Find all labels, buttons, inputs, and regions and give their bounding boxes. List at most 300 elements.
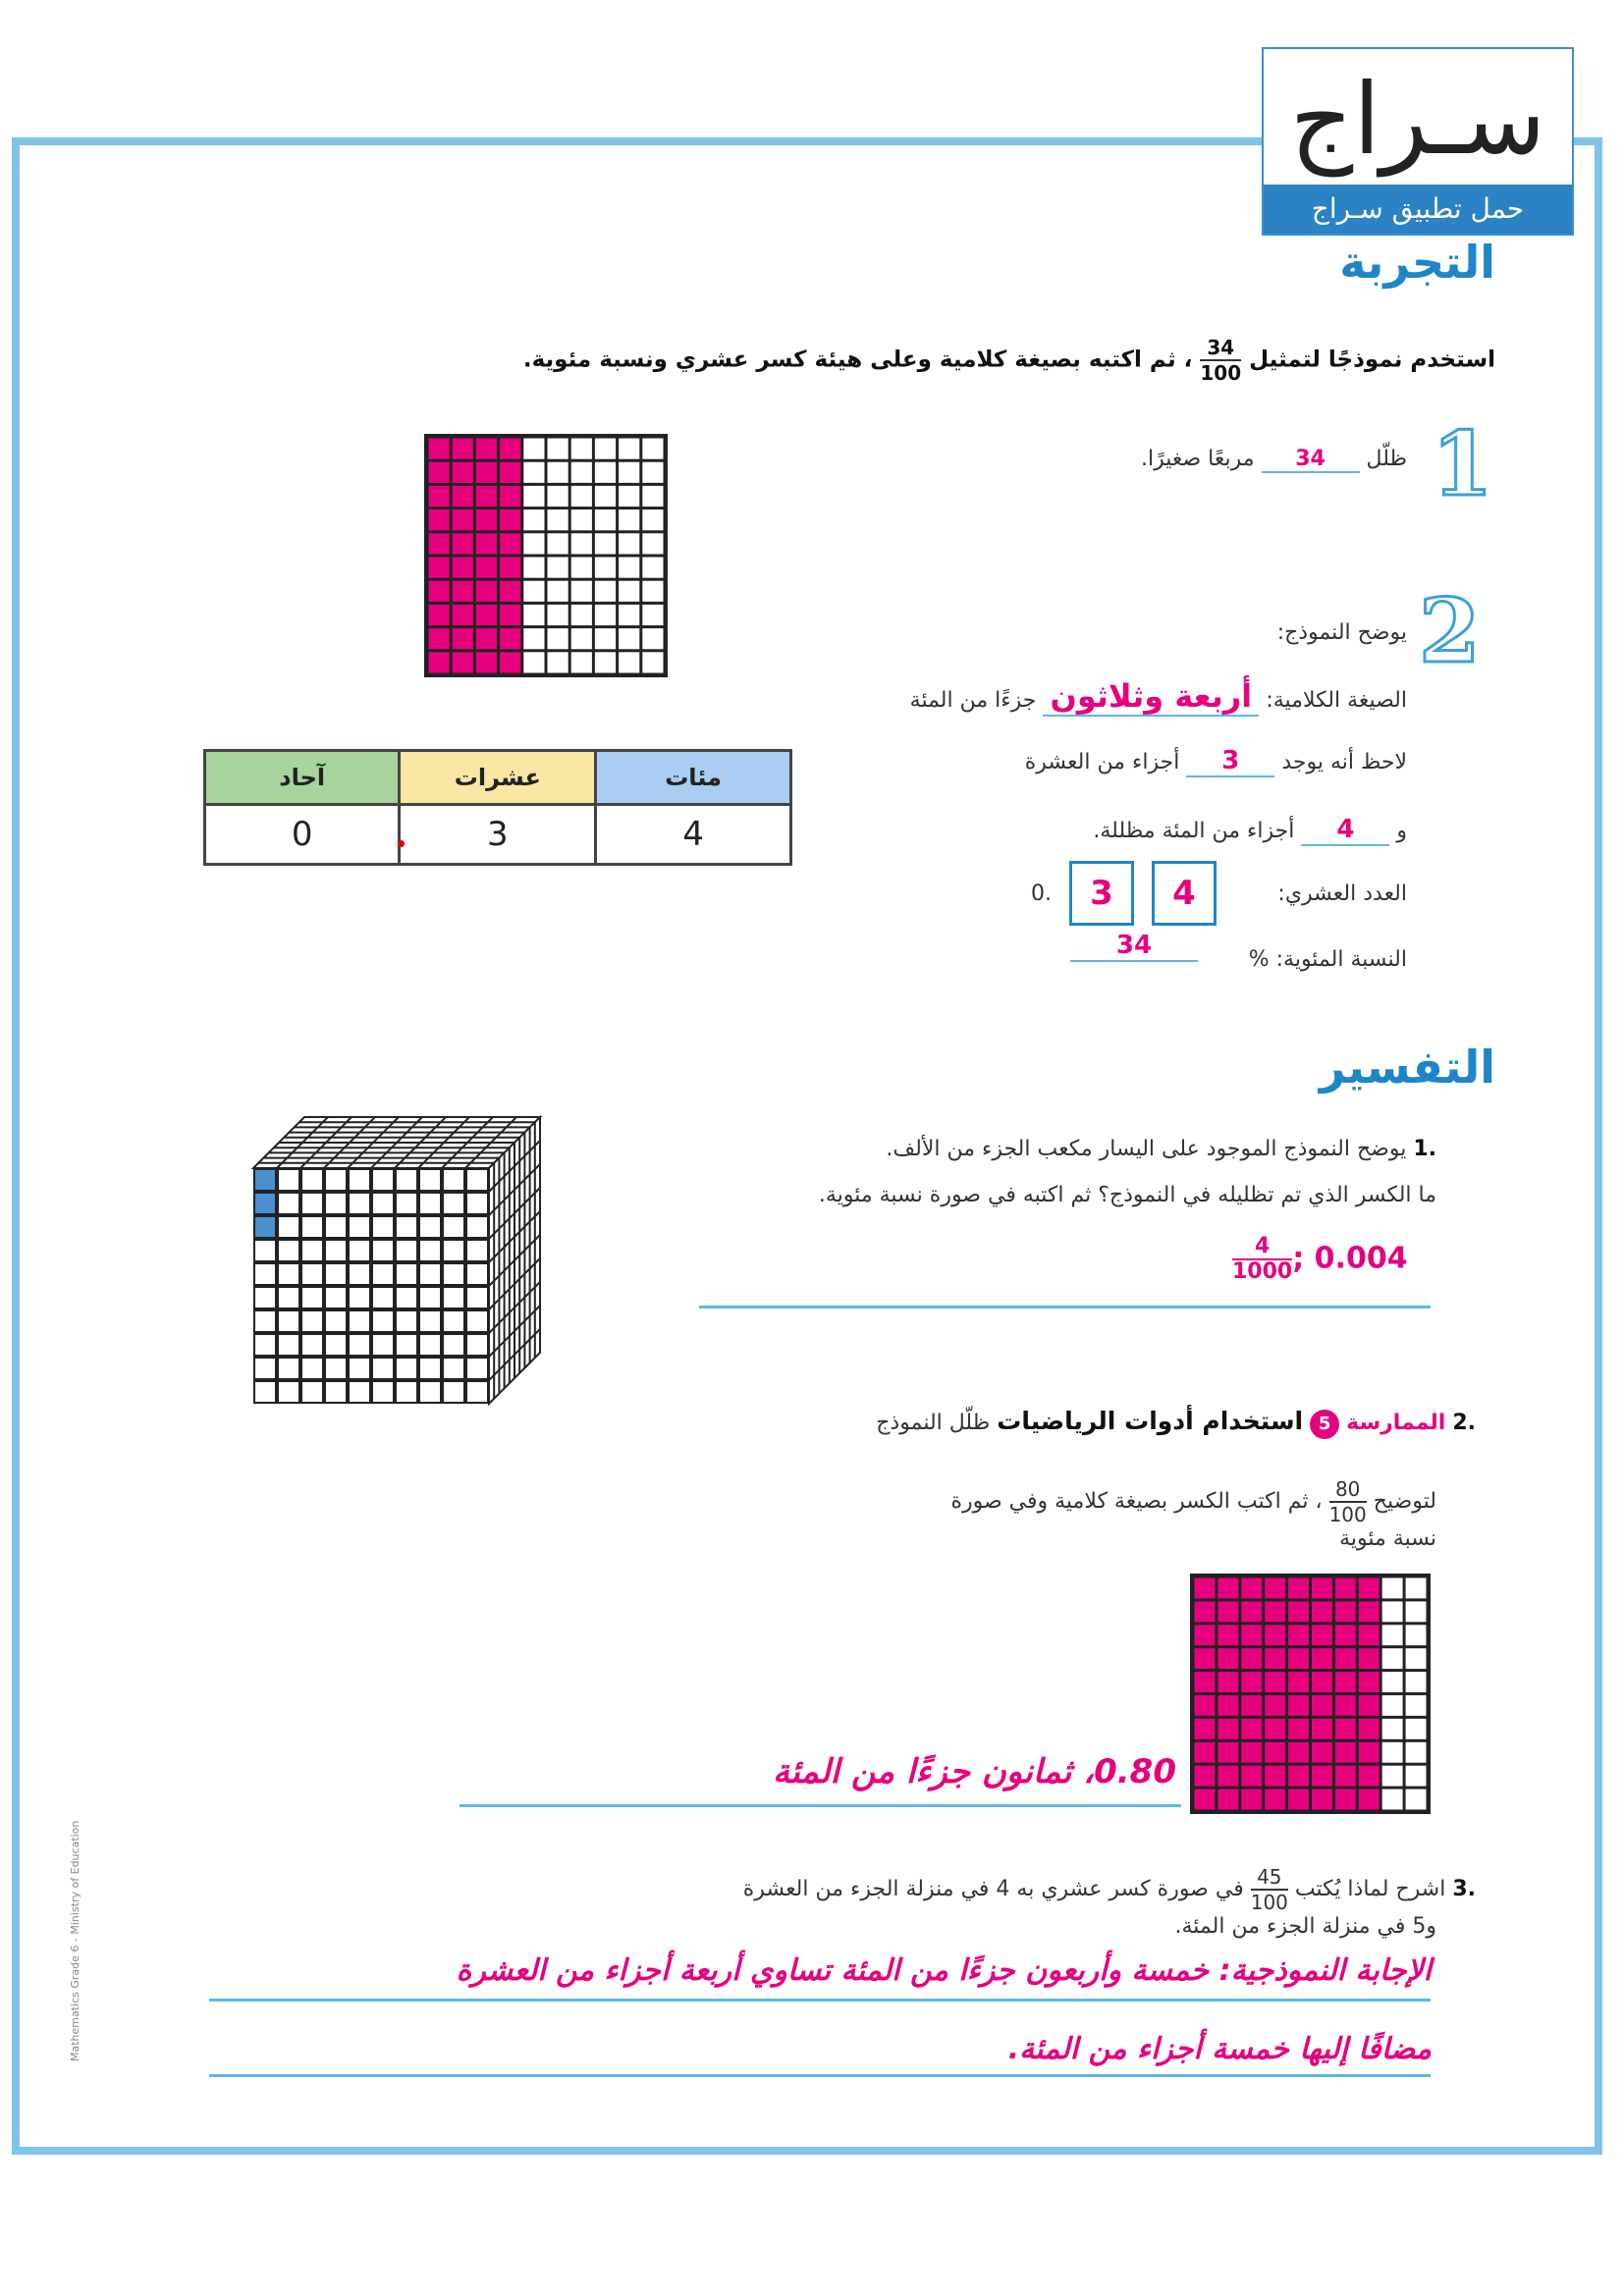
grid-cell-shaded [1312,1672,1332,1692]
grid-cell [523,439,544,459]
cube-cell [397,1194,416,1213]
grid-cell-shaded [1335,1719,1356,1739]
cube-cell [373,1264,393,1284]
cube-cell [467,1335,487,1355]
grid-cell [595,439,616,459]
q1-answer-line [699,1306,1431,1308]
cube-cell [420,1359,440,1378]
grid-cell [1406,1672,1427,1692]
grid-cell [523,628,544,649]
grid-cell-shaded [453,652,473,672]
grid-cell [571,533,592,554]
grid-cell-shaded [476,439,497,459]
cube-cell [420,1170,440,1190]
cube-cell [467,1311,487,1331]
grid-cell-shaded [1217,1789,1238,1810]
grid-cell [548,558,568,578]
cube-cell [467,1241,487,1260]
header-ones: آحاد [205,751,400,805]
grid-cell-shaded [1241,1672,1262,1692]
grid-cell-shaded [1312,1766,1332,1787]
step1-number: 1 [1432,412,1493,516]
grid-cell-shaded [1241,1625,1262,1645]
cube-cell [420,1382,440,1402]
grid-cell [619,558,639,578]
cube-cell [444,1241,463,1260]
cube-cell [255,1264,275,1284]
grid-cell-shaded [453,533,473,554]
grid-cell [1406,1601,1427,1622]
cube-cell [444,1288,463,1308]
grid-cell-shaded [1359,1601,1380,1622]
grid-cell [571,628,592,649]
grid-cell-shaded [1195,1695,1216,1716]
grid-cell-shaded [1265,1766,1285,1787]
grid-cell-shaded [1241,1601,1262,1622]
grid-cell-shaded [1241,1578,1262,1599]
grid-cell [1406,1578,1427,1599]
q2-answer-line [460,1804,1181,1807]
cube-cell [444,1311,463,1331]
value-ones: 0 [205,805,400,865]
grid-cell-shaded [1195,1578,1216,1599]
grid-cell-shaded [429,509,450,530]
grid-cell [571,558,592,578]
grid-cell-shaded [1312,1695,1332,1716]
cube-cell [397,1241,416,1260]
cube-cell [255,1241,275,1260]
grid-cell-shaded [1312,1578,1332,1599]
cube-cell [420,1264,440,1284]
grid-cell [619,652,639,672]
grid-cell-shaded [1241,1789,1262,1810]
grid-cell [619,581,639,602]
grid-cell-shaded [1195,1766,1216,1787]
cube-cell [302,1359,322,1378]
grid-cell-shaded [1217,1672,1238,1692]
cube-cell [397,1311,416,1331]
cube-cell [279,1194,298,1213]
grid-cell-shaded [1265,1695,1285,1716]
hundred-grid-34 [424,434,668,677]
grid-cell [1382,1648,1403,1669]
side-credit: Mathematics Grade 6 - Ministry of Education [69,1820,81,2061]
q3-line1: .3 اشرح لماذا يُكتب $\frac{45}{100}$ في صورة كسر عشري به 4 في منزلة الجزء من العشرة [742,1865,1476,1914]
cube-cell-shaded [255,1194,275,1213]
grid-cell-shaded [453,605,473,625]
grid-cell-shaded [1335,1601,1356,1622]
skill-badge: 5 [1310,1410,1339,1439]
grid-cell [1406,1625,1427,1645]
grid-cell-shaded [429,533,450,554]
grid-cell [523,605,544,625]
step2-tenths: لاحظ أنه يوجد 3 أجزاء من العشرة [1024,746,1407,775]
grid-cell-shaded [1288,1766,1309,1787]
logo-tagline: حمل تطبيق سـراج [1264,185,1572,234]
cube-cell [373,1170,393,1190]
grid-cell-shaded [1217,1578,1238,1599]
cube-cell [397,1170,416,1190]
cube-cell [326,1217,346,1237]
grid-cell-shaded [429,581,450,602]
siraj-logo[interactable] [1262,47,1574,236]
cube-cell [444,1170,463,1190]
grid-cell-shaded [1195,1742,1216,1763]
grid-cell-shaded [429,439,450,459]
grid-cell [619,605,639,625]
q3-line2: و5 في منزلة الجزء من المئة. [1174,1914,1436,1939]
grid-cell-shaded [429,628,450,649]
cube-cell [302,1194,322,1213]
grid-cell [642,581,663,602]
grid-cell-shaded [1335,1742,1356,1763]
cube-cell [397,1382,416,1402]
cube-cell [467,1170,487,1190]
decimal-digit-hundredths[interactable]: 4 [1152,861,1217,926]
cube-cell [467,1359,487,1378]
grid-cell [619,462,639,483]
grid-cell [523,486,544,507]
grid-cell [571,605,592,625]
grid-cell [619,628,639,649]
grid-cell [548,509,568,530]
grid-cell-shaded [1265,1719,1285,1739]
grid-cell-shaded [1217,1625,1238,1645]
grid-cell-shaded [1217,1719,1238,1739]
grid-cell [1382,1672,1403,1692]
cube-cell [444,1382,463,1402]
cube-cell [326,1264,346,1284]
grid-cell-shaded [1195,1601,1216,1622]
q2-answer[interactable]: 0.80، ثمانون جزءًا من المئة [773,1752,1176,1791]
cube-cell [255,1288,275,1308]
grid-cell [1406,1648,1427,1669]
cube-cell [373,1311,393,1331]
cube-cell [420,1335,440,1355]
decimal-zero: 0. [1031,881,1052,906]
grid-cell [595,509,616,530]
grid-cell-shaded [453,581,473,602]
grid-cell-shaded [500,509,520,530]
grid-cell [595,462,616,483]
grid-cell [595,605,616,625]
grid-cell-shaded [453,462,473,483]
grid-cell [1406,1719,1427,1739]
q3-answer-rule2 [209,2074,1431,2077]
cube-cell [302,1311,322,1331]
cube-cell [255,1311,275,1331]
grid-cell-shaded [500,439,520,459]
grid-cell [1382,1719,1403,1739]
grid-cell-shaded [500,558,520,578]
grid-cell-shaded [500,605,520,625]
cube-cell [279,1335,298,1355]
grid-cell [523,558,544,578]
grid-cell [595,533,616,554]
q3-answer-rule1 [209,1999,1431,2002]
grid-cell-shaded [500,462,520,483]
cube-cell [255,1335,275,1355]
thousand-cube [245,1109,560,1423]
q1-line1: .1 يوضح النموذج الموجود على اليسار مكعب الجزء من الألف. [886,1137,1436,1161]
grid-cell [642,439,663,459]
step1-text: ظلّل 34 مربعًا صغيرًا. [1140,447,1407,471]
grid-cell [1382,1695,1403,1716]
step2-line1: يوضح النموذج: [1276,620,1407,645]
cube-cell [350,1264,369,1284]
grid-cell-shaded [476,558,497,578]
hundred-grid-80 [1190,1574,1431,1814]
grid-cell-shaded [1359,1719,1380,1739]
grid-cell-shaded [1312,1625,1332,1645]
grid-cell-shaded [1359,1672,1380,1692]
grid-cell-shaded [500,628,520,649]
grid-cell [1382,1578,1403,1599]
grid-cell-shaded [1335,1695,1356,1716]
cube-cell [326,1311,346,1331]
cube-cell-shaded [255,1217,275,1237]
grid-cell-shaded [453,628,473,649]
grid-cell-shaded [1217,1742,1238,1763]
cube-cell [444,1194,463,1213]
cube-cell [373,1194,393,1213]
grid-cell-shaded [453,439,473,459]
grid-cell-shaded [1312,1719,1332,1739]
cube-cell [279,1359,298,1378]
grid-cell-shaded [1359,1789,1380,1810]
intro-after: ، ثم اكتبه بصيغة كلامية وعلى هيئة كسر عشري ونسبة مئوية. [522,347,1193,373]
grid-cell [571,581,592,602]
grid-cell [523,509,544,530]
grid-cell-shaded [1335,1789,1356,1810]
grid-cell [571,652,592,672]
grid-cell-shaded [1265,1578,1285,1599]
cube-cell [279,1311,298,1331]
grid-cell [548,533,568,554]
grid-cell-shaded [476,509,497,530]
cube-cell [444,1264,463,1284]
value-hundreds: 4 [596,805,791,865]
grid-cell-shaded [1288,1789,1309,1810]
grid-cell-shaded [500,533,520,554]
grid-cell [1382,1625,1403,1645]
grid-cell [642,533,663,554]
grid-cell-shaded [1241,1695,1262,1716]
grid-cell [548,486,568,507]
grid-cell [548,462,568,483]
cube-cell [397,1264,416,1284]
grid-cell-shaded [1195,1625,1216,1645]
cube-cell [326,1359,346,1378]
cube-cell [373,1288,393,1308]
grid-cell-shaded [1288,1578,1309,1599]
word-form-answer[interactable]: أربعة وثلاثون [1043,677,1259,717]
grid-cell [595,628,616,649]
grid-cell-shaded [1265,1789,1285,1810]
q3-answer-line2[interactable]: مضافًا إليها خمسة أجزاء من المئة. [1007,2032,1432,2066]
grid-cell-shaded [1241,1719,1262,1739]
grid-cell-shaded [429,605,450,625]
grid-cell [571,509,592,530]
tenths-answer[interactable]: 3 [1186,746,1274,777]
grid-cell-shaded [476,533,497,554]
cube-cell [373,1335,393,1355]
skill-label: الممارسة [1346,1411,1446,1435]
grid-cell-shaded [1288,1719,1309,1739]
cube-cell [326,1335,346,1355]
grid-cell [548,581,568,602]
cube-cell [350,1217,369,1237]
cube-cell [373,1359,393,1378]
grid-cell [1382,1742,1403,1763]
grid-cell-shaded [1335,1648,1356,1669]
cube-cell [397,1359,416,1378]
cube-cell [279,1288,298,1308]
grid-cell-shaded [1288,1742,1309,1763]
cube-cell [373,1241,393,1260]
experiment-intro [523,336,1495,385]
cube-cell [279,1264,298,1284]
grid-cell-shaded [1217,1695,1238,1716]
cube-cell [350,1359,369,1378]
cube-cell [444,1359,463,1378]
cube-cell [397,1288,416,1308]
cube-cell [373,1382,393,1402]
percent-label: النسبة المئوية: % [1248,947,1407,972]
grid-cell [548,439,568,459]
q1-answer[interactable]: $\frac{4}{1000}$ ; 0.004 [1232,1234,1408,1284]
grid-cell [548,652,568,672]
cube-cell [279,1241,298,1260]
grid-cell [642,628,663,649]
grid-cell [1406,1789,1427,1810]
cube-cell [397,1217,416,1237]
grid-cell-shaded [1217,1648,1238,1669]
decimal-digit-tenths[interactable]: 3 [1069,861,1134,926]
header-tens: عشرات [400,751,596,805]
grid-cell-shaded [1359,1648,1380,1669]
grid-cell [523,462,544,483]
value-tens: 3 [400,805,596,865]
grid-cell-shaded [1312,1601,1332,1622]
grid-cell-shaded [453,486,473,507]
cube-cell [350,1288,369,1308]
grid-cell-shaded [453,509,473,530]
grid-cell-shaded [1288,1601,1309,1622]
grid-cell-shaded [476,581,497,602]
skill-title: استخدام أدوات الرياضيات [997,1407,1304,1435]
grid-cell-shaded [1265,1742,1285,1763]
logo-word: سـراج [1289,62,1546,177]
grid-cell-shaded [1359,1766,1380,1787]
cube-cell [255,1382,275,1402]
grid-cell-shaded [1195,1789,1216,1810]
grid-cell [523,652,544,672]
cube-cell [302,1170,322,1190]
grid-cell [1406,1766,1427,1787]
step2-hundredths: و 4 أجزاء من المئة مظللة. [1093,815,1407,844]
grid-cell [642,652,663,672]
grid-cell-shaded [429,652,450,672]
cube-cell [420,1311,440,1331]
grid-cell [1382,1601,1403,1622]
cube-cell [255,1359,275,1378]
grid-cell-shaded [1359,1578,1380,1599]
grid-cell-shaded [1312,1789,1332,1810]
grid-cell-shaded [1359,1695,1380,1716]
grid-cell-shaded [476,605,497,625]
cube-cell [350,1170,369,1190]
grid-cell [642,558,663,578]
cube-cell [302,1335,322,1355]
cube-cell [302,1217,322,1237]
cube-cell [444,1217,463,1237]
cube-cell [350,1241,369,1260]
grid-cell [571,462,592,483]
cube-cell [467,1194,487,1213]
step1-answer[interactable]: 34 [1262,447,1360,473]
cube-cell [467,1382,487,1402]
cube-cell [420,1217,440,1237]
decimal-point-dot [398,840,405,847]
grid-cell-shaded [429,486,450,507]
cube-cell [326,1288,346,1308]
intro-fraction: $\frac{34}{100}$ [1200,336,1242,385]
grid-cell-shaded [1312,1742,1332,1763]
cube-cell [302,1288,322,1308]
grid-cell [619,486,639,507]
cube-cell [350,1382,369,1402]
cube-cell-shaded [255,1170,275,1190]
grid-cell-shaded [1359,1742,1380,1763]
interpretation-heading: التفسير [1319,1041,1495,1094]
intro-before: استخدم نموذجًا لتمثيل [1249,347,1495,373]
grid-cell [642,486,663,507]
grid-cell [1406,1742,1427,1763]
grid-cell [523,581,544,602]
cube-cell [397,1335,416,1355]
q1-line2: ما الكسر الذي تم تظليله في النموذج؟ ثم اكتبه في صورة نسبة مئوية. [818,1183,1436,1207]
grid-cell-shaded [500,486,520,507]
grid-cell-shaded [1288,1625,1309,1645]
grid-cell [642,462,663,483]
step2-number: 2 [1419,579,1481,683]
q3-answer-line1[interactable]: الإجابة النموذجية: خمسة وأربعون جزءًا من المئة تساوي أربعة أجزاء من العشرة [456,1953,1432,1988]
cube-cell [350,1335,369,1355]
decimal-label: العدد العشري: [1277,881,1407,906]
grid-cell [595,581,616,602]
grid-cell-shaded [429,462,450,483]
cube-cell [420,1241,440,1260]
hundredths-answer[interactable]: 4 [1301,815,1389,846]
cube-cell [326,1170,346,1190]
grid-cell [595,652,616,672]
percent-answer[interactable]: 34 [1070,931,1198,962]
grid-cell-shaded [1312,1648,1332,1669]
grid-cell-shaded [1265,1672,1285,1692]
grid-cell-shaded [1241,1742,1262,1763]
cube-cell [302,1382,322,1402]
cube-cell [350,1311,369,1331]
grid-cell [1382,1766,1403,1787]
grid-cell [1382,1789,1403,1810]
grid-cell-shaded [1335,1766,1356,1787]
grid-cell [571,439,592,459]
q2-line1: .2 الممارسة 5 استخدام أدوات الرياضيات ظلّل النموذج [876,1407,1476,1439]
grid-cell-shaded [1265,1648,1285,1669]
cube-cell [326,1241,346,1260]
grid-cell [523,533,544,554]
